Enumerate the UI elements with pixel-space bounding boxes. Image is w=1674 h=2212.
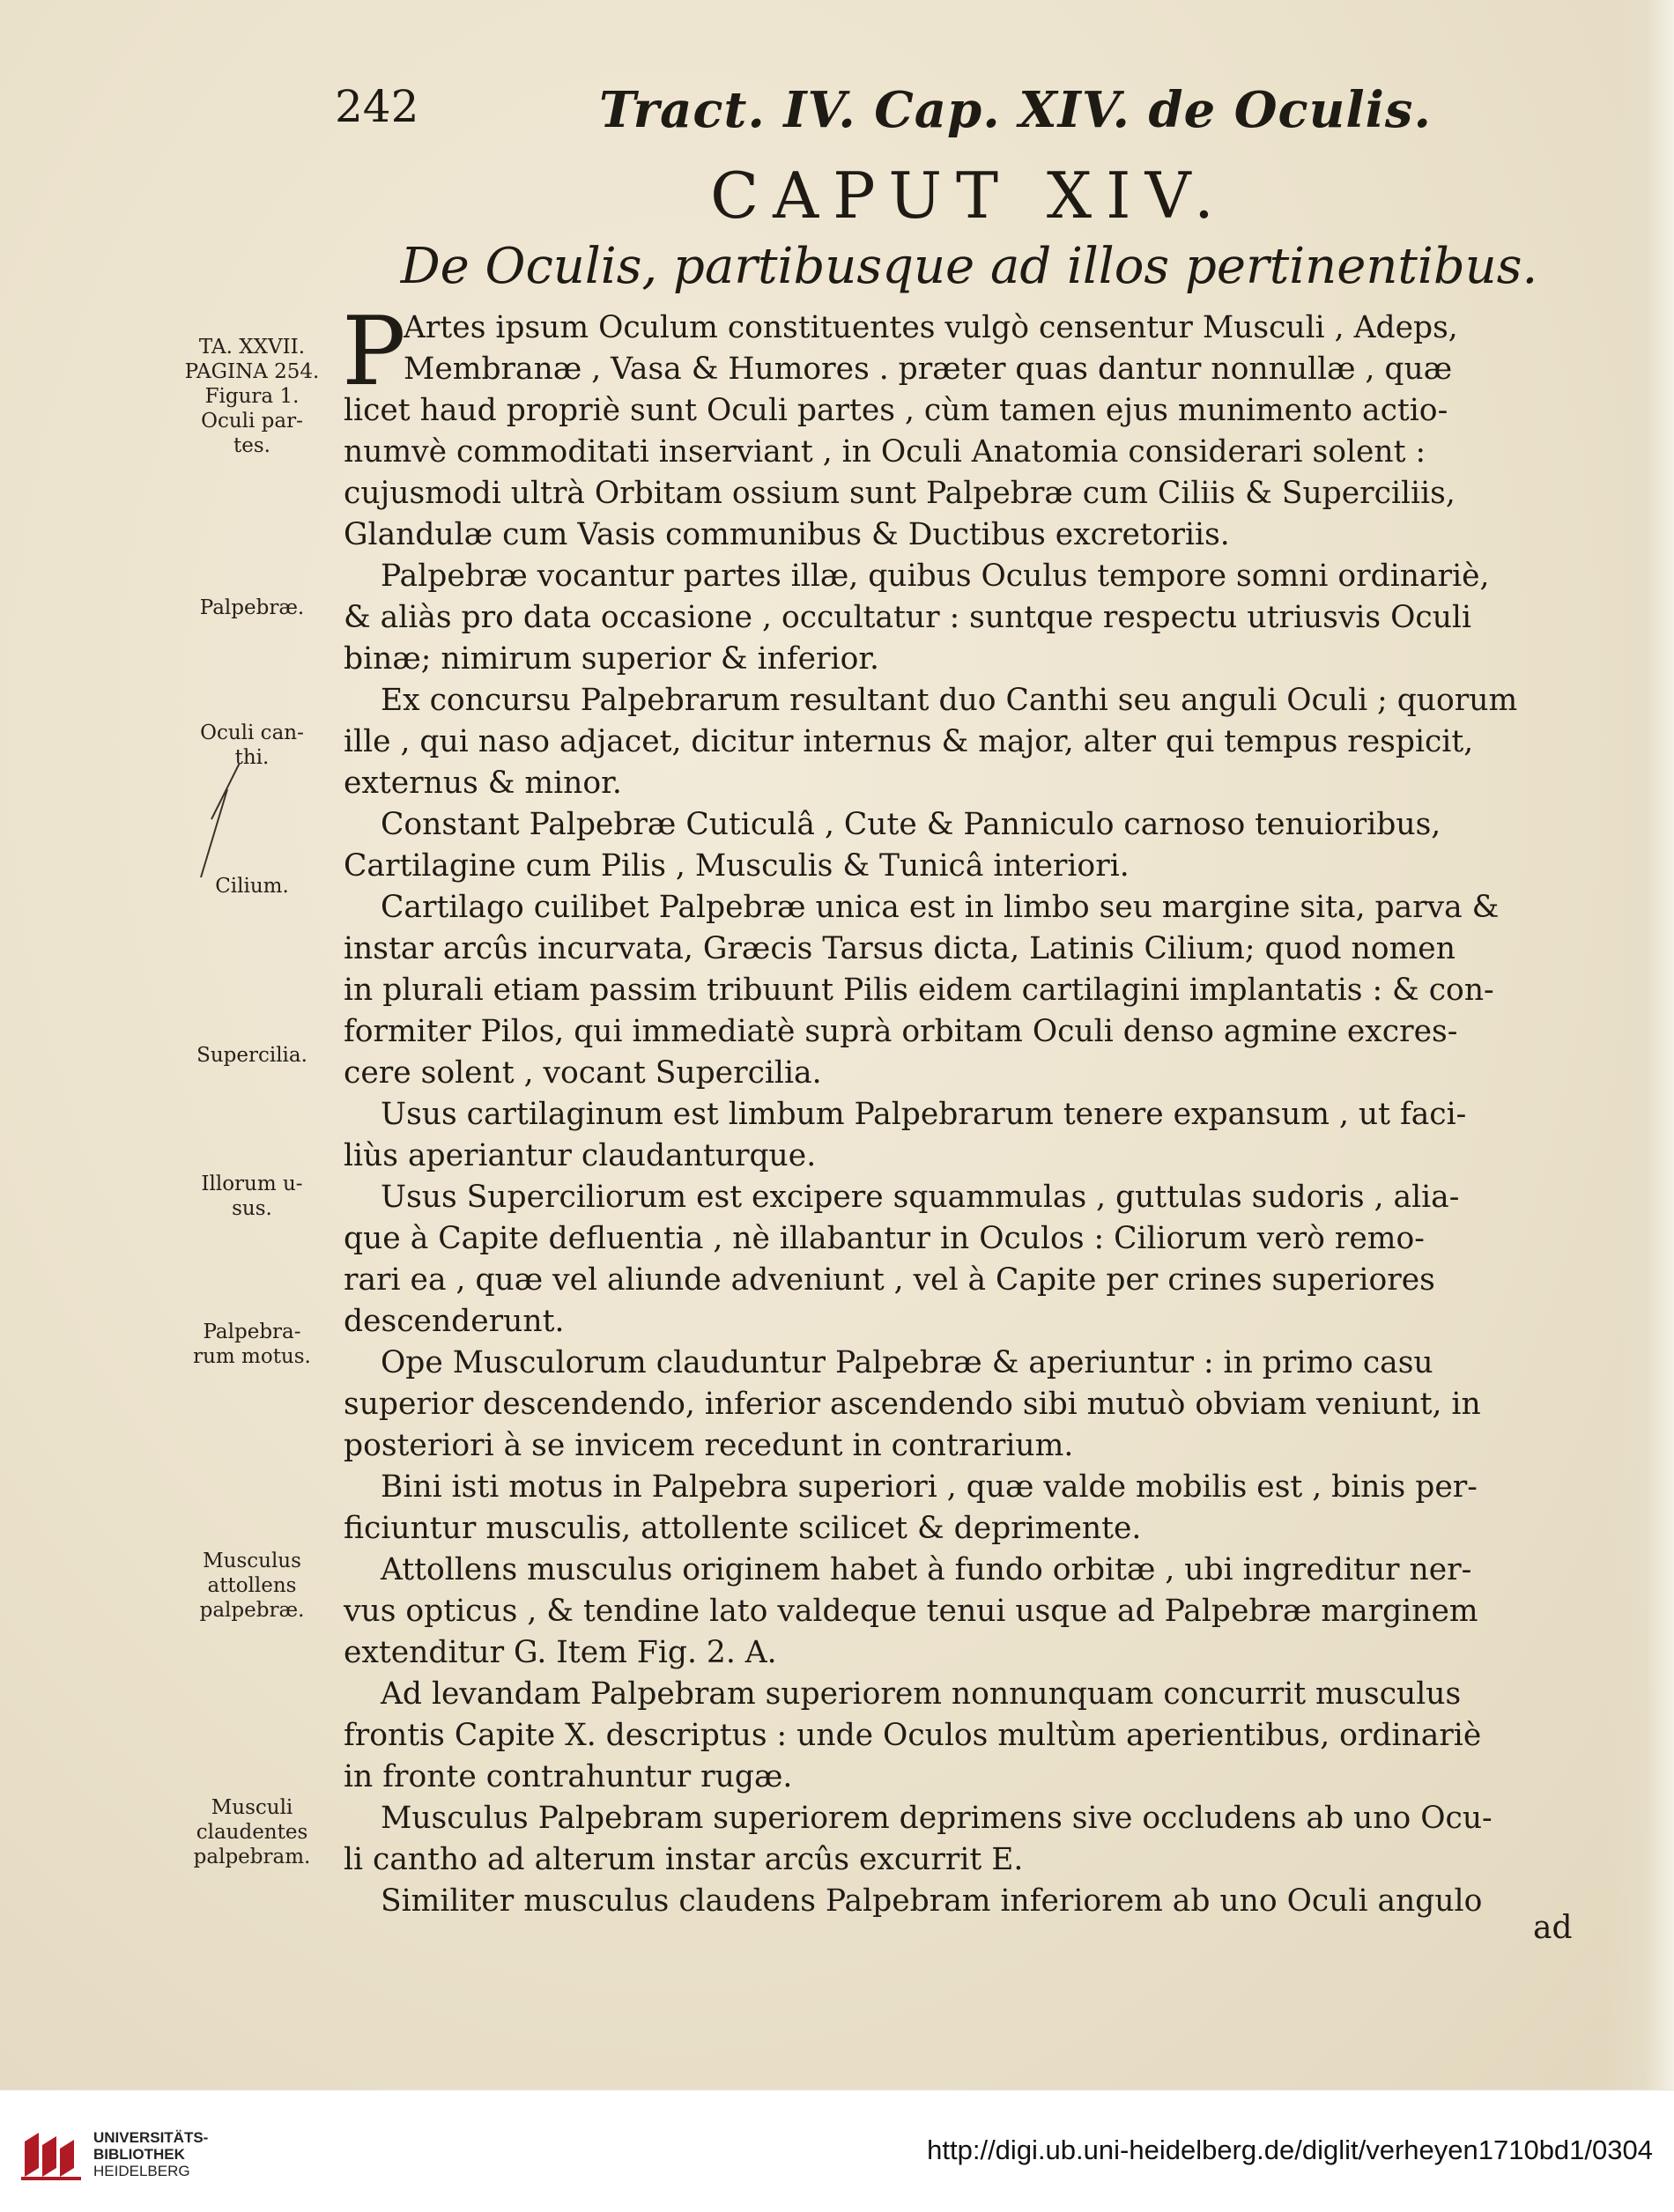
chapter-title: CAPUT XIV. xyxy=(710,159,1228,233)
body-line: externus & minor. xyxy=(344,766,622,801)
body-line: Usus cartilaginum est limbum Palpebrarum tenere expansum , ut faci- xyxy=(381,1097,1467,1132)
body-line: vus opticus , & tendine lato valdeque tenui usque ad Palpebræ marginem xyxy=(344,1594,1478,1629)
margin-note-supercilia xyxy=(155,1043,349,1068)
body-line: Musculus Palpebram superiorem deprimens sive occludens ab uno Ocu- xyxy=(381,1801,1493,1836)
margin-note-line: Cilium. xyxy=(215,875,289,898)
margin-note-cilium xyxy=(155,874,349,899)
body-line: superior descendendo, inferior ascendendo sibi mutuò obviam veniunt, in xyxy=(344,1387,1481,1422)
margin-note-line: PAGINA 254. xyxy=(184,360,320,383)
body-line: Artes ipsum Oculum constituentes vulgò censentur Musculi , Adeps, xyxy=(404,310,1458,345)
body-line: liùs aperiantur claudanturque. xyxy=(344,1138,817,1173)
body-line: Usus Superciliorum est excipere squammulas , guttulas sudoris , alia- xyxy=(381,1180,1460,1215)
body-line: in plurali etiam passim tribuunt Pilis eidem cartilagini implantatis : & con- xyxy=(344,973,1494,1008)
margin-note-line: Figura 1. xyxy=(204,385,300,408)
catchword: ad xyxy=(1533,1910,1573,1946)
margin-note-line: Musculus xyxy=(203,1550,301,1572)
margin-note-line: sus. xyxy=(232,1197,272,1220)
body-line: in fronte contrahuntur rugæ. xyxy=(344,1759,793,1794)
body-line: Constant Palpebræ Cuticulâ , Cute & Panniculo carnoso tenuioribus, xyxy=(381,807,1441,842)
body-line: que à Capite defluentia , nè illabantur in Oculos : Ciliorum verò remo- xyxy=(344,1221,1425,1256)
body-line: ficiuntur musculis, attollente scilicet & deprimente. xyxy=(344,1511,1142,1546)
footer-bar xyxy=(0,2090,1674,2212)
margin-note-line: palpebræ. xyxy=(199,1599,305,1622)
margin-note-line: TA. XXVII. xyxy=(198,336,306,359)
body-line: Similiter musculus claudens Palpebram inferiorem ab uno Oculi angulo xyxy=(381,1883,1483,1919)
body-line: frontis Capite X. descriptus : unde Oculos multùm aperientibus, ordinariè xyxy=(344,1718,1482,1753)
body-line: & aliàs pro data occasione , occultatur : suntque respectu utriusvis Oculi xyxy=(344,600,1471,635)
body-line: Attollens musculus originem habet à fundo orbitæ , ubi ingreditur ner- xyxy=(381,1552,1472,1587)
margin-note-line: attollens xyxy=(207,1574,297,1597)
body-line: li cantho ad alterum instar arcûs excurrit E. xyxy=(344,1842,1024,1877)
margin-note-line: palpebram. xyxy=(193,1846,311,1868)
body-line: cujusmodi ultrà Orbitam ossium sunt Palpebræ cum Ciliis & Superciliis, xyxy=(344,476,1455,511)
margin-note-line: rum motus. xyxy=(193,1345,311,1368)
institution-line: BIBLIOTHEK xyxy=(93,2146,185,2163)
drop-cap: P xyxy=(342,297,406,407)
running-title: Tract. IV. Cap. XIV. de Oculis. xyxy=(599,81,1432,139)
chapter-subtitle: De Oculis, partibusque ad illos pertinentibus. xyxy=(400,238,1538,295)
body-line: Bini isti motus in Palpebra superiori , quæ valde mobilis est , binis per- xyxy=(381,1469,1478,1505)
body-line: numvè commoditati inserviant , in Oculi Anatomia considerari solent : xyxy=(344,434,1426,470)
body-line: Palpebræ vocantur partes illæ, quibus Oculus tempore somni ordinariè, xyxy=(381,559,1490,594)
margin-note-attollens xyxy=(155,1549,349,1623)
body-line: Membranæ , Vasa & Humores . præter quas dantur nonnullæ , quæ xyxy=(404,351,1453,387)
margin-note-line: tes. xyxy=(233,434,270,457)
margin-note-palpebrae xyxy=(155,596,349,620)
source-url[interactable]: http://digi.ub.uni-heidelberg.de/diglit/verheyen1710bd1/0304 xyxy=(927,2134,1653,2165)
margin-note-line: thi. xyxy=(234,746,270,769)
margin-note-line: Illorum u- xyxy=(201,1173,303,1195)
body-line: Ex concursu Palpebrarum resultant duo Canthi seu anguli Oculi ; quorum xyxy=(381,683,1518,718)
body-line: Cartilagine cum Pilis , Musculis & Tunicâ interiori. xyxy=(344,848,1130,884)
university-library-logo-icon xyxy=(19,2127,83,2182)
body-line: rari ea , quæ vel aliunde adveniunt , vel à Capite per crines superiores xyxy=(344,1262,1435,1298)
institution-line: UNIVERSITÄTS- xyxy=(93,2129,209,2146)
body-line: cere solent , vocant Supercilia. xyxy=(344,1055,822,1091)
body-line: Ope Musculorum clauduntur Palpebræ & aperiuntur : in primo casu xyxy=(381,1345,1433,1380)
body-line: posteriori à se invicem recedunt in contrarium. xyxy=(344,1428,1074,1463)
margin-note-line: Musculi xyxy=(211,1796,293,1819)
margin-note-line: Oculi can- xyxy=(200,721,304,744)
margin-note-line: Supercilia. xyxy=(196,1044,307,1067)
body-line: formiter Pilos, qui immediatè suprà orbitam Oculi denso agmine excres- xyxy=(344,1014,1458,1049)
body-line: instar arcûs incurvata, Græcis Tarsus dicta, Latinis Cilium; quod nomen xyxy=(344,931,1455,966)
body-line: Glandulæ cum Vasis communibus & Ductibus excretoriis. xyxy=(344,517,1230,552)
margin-note-line: claudentes xyxy=(196,1821,308,1844)
body-line: extenditur G. Item Fig. 2. A. xyxy=(344,1635,777,1670)
body-line: licet haud propriè sunt Oculi partes , cùm tamen ejus munimento actio- xyxy=(344,393,1448,428)
institution-line: HEIDELBERG xyxy=(93,2163,190,2179)
body-line: Ad levandam Palpebram superiorem nonnunquam concurrit musculus xyxy=(381,1676,1462,1712)
margin-note-figure-ref xyxy=(155,335,349,458)
body-line: ille , qui naso adjacet, dicitur internus & major, alter qui tempus respicit, xyxy=(344,724,1474,759)
margin-note-line: Oculi par- xyxy=(201,410,303,433)
page-number: 242 xyxy=(335,81,419,132)
body-line: binæ; nimirum superior & inferior. xyxy=(344,641,880,677)
margin-note-motus xyxy=(155,1320,349,1369)
body-line: Cartilago cuilibet Palpebræ unica est in limbo seu margine sita, parva & xyxy=(381,890,1500,925)
body-line: descenderunt. xyxy=(344,1304,565,1339)
running-head xyxy=(335,81,1621,143)
ink-stroke-mark xyxy=(185,758,256,881)
margin-note-line: Palpebra- xyxy=(203,1321,301,1343)
margin-note-usus xyxy=(155,1172,349,1221)
institution-name xyxy=(93,2129,208,2179)
margin-note-claudentes xyxy=(155,1795,349,1869)
margin-note-line: Palpebræ. xyxy=(199,596,305,619)
